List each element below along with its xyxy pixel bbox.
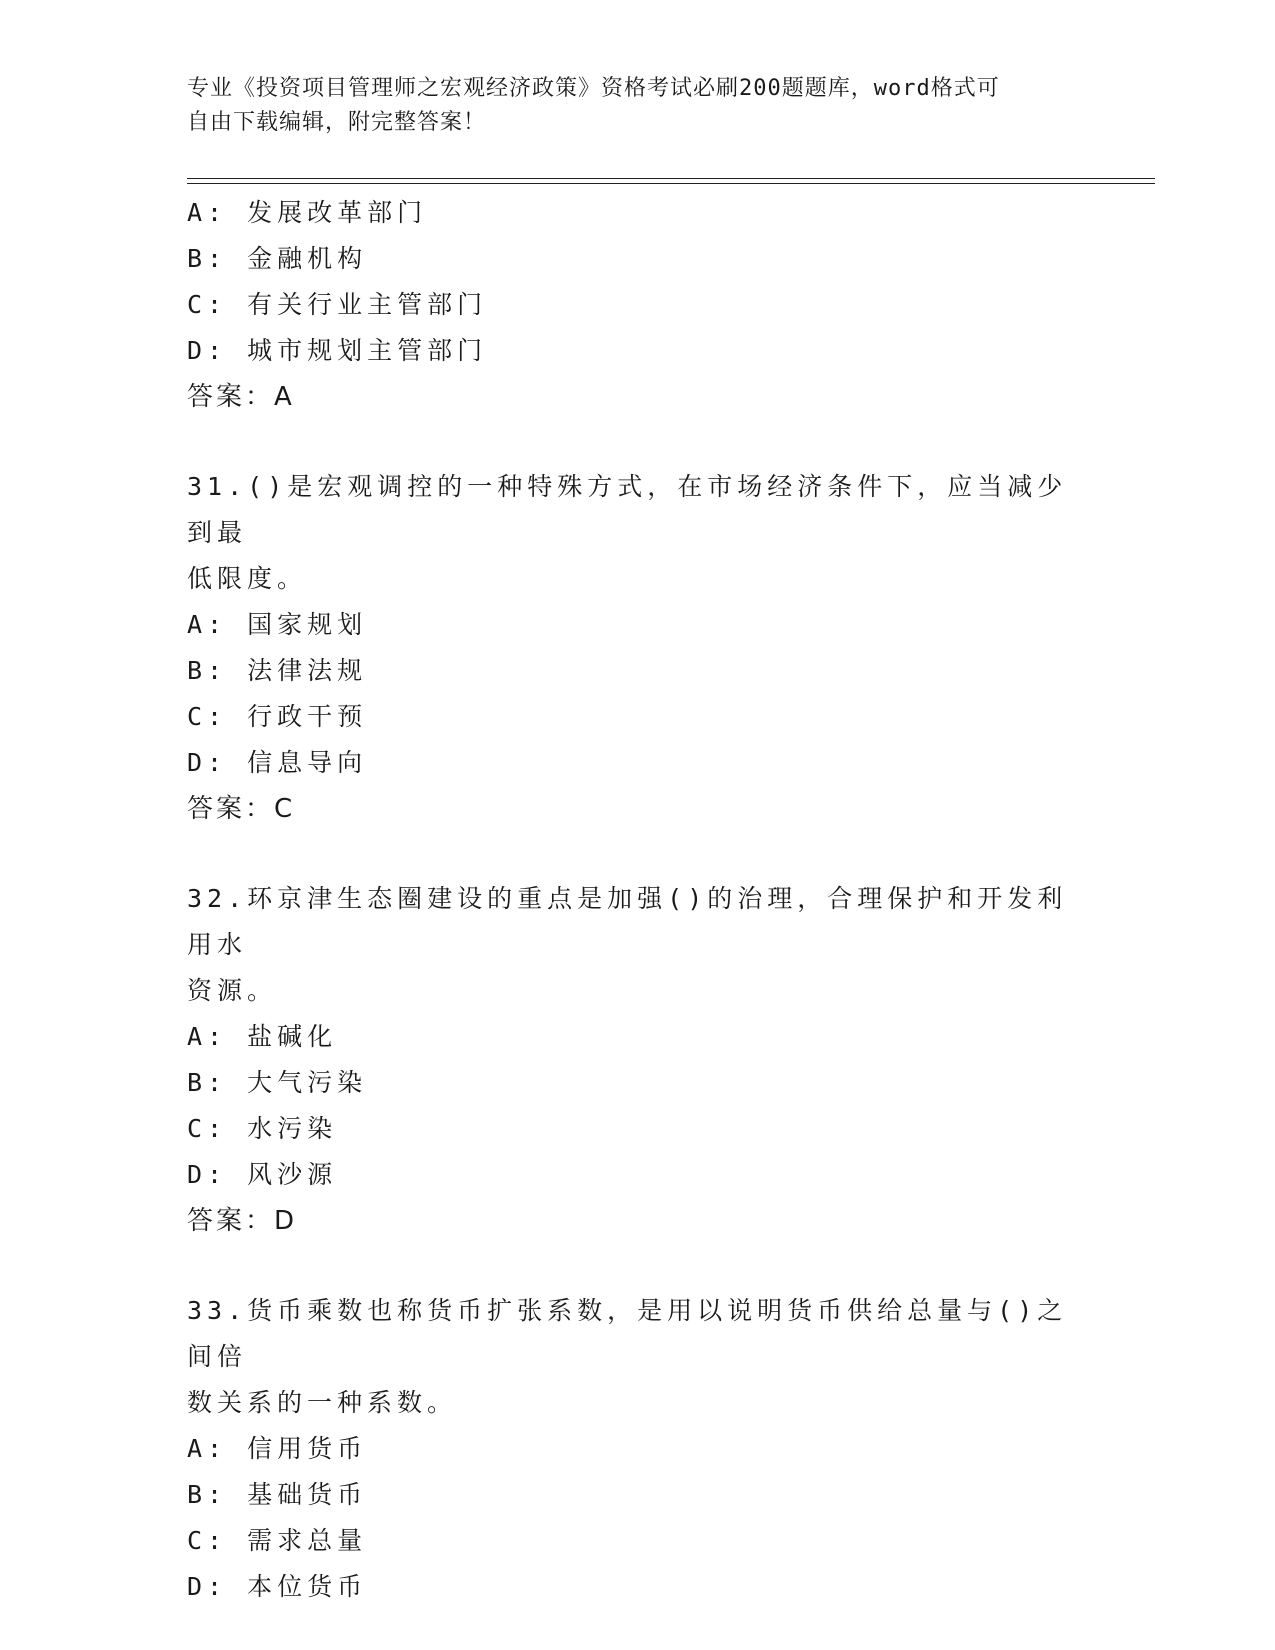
question-stem-line-2: 资源。 [187,976,278,1005]
question-32-block [187,876,1087,1244]
spacer [187,420,1087,464]
header-divider-bottom [187,183,1155,184]
option-a: A: 信用货币 [187,1434,368,1463]
header-divider-top [187,178,1155,179]
option-c: C: 行政干预 [187,702,368,731]
option-b: B: 金融机构 [187,244,368,273]
option-a: A: 盐碱化 [187,1022,338,1051]
question-30-block [187,190,1087,420]
option-b: B: 法律法规 [187,656,368,685]
option-a: A: 发展改革部门 [187,198,428,227]
option-d: D: 本位货币 [187,1572,368,1601]
spacer [187,832,1087,876]
answer-label: 答案：D [187,1206,298,1236]
option-d: D: 信息导向 [187,748,368,777]
option-d: D: 风沙源 [187,1160,338,1189]
option-c: C: 有关行业主管部门 [187,290,488,319]
spacer [187,1244,1087,1288]
document-header [187,72,1087,140]
question-stem-line-1: 31.()是宏观调控的一种特殊方式，在市场经济条件下，应当减少到最 [187,472,1068,547]
option-d: D: 城市规划主管部门 [187,336,488,365]
question-31-block [187,464,1087,832]
question-stem-line-2: 低限度。 [187,564,308,593]
answer-label: 答案：C [187,794,296,824]
question-33-block [187,1288,1087,1610]
answer-label: 答案：A [187,382,295,412]
option-c: C: 需求总量 [187,1526,368,1555]
question-stem-line-1: 33.货币乘数也称货币扩张系数，是用以说明货币供给总量与()之间倍 [187,1296,1068,1371]
question-stem-line-2: 数关系的一种系数。 [187,1388,458,1417]
option-b: B: 大气污染 [187,1068,368,1097]
header-line-1: 专业《投资项目管理师之宏观经济政策》资格考试必刷200题题库，word格式可 [187,76,1000,101]
option-b: B: 基础货币 [187,1480,368,1509]
option-a: A: 国家规划 [187,610,368,639]
option-c: C: 水污染 [187,1114,338,1143]
header-line-2: 自由下载编辑，附完整答案！ [187,110,487,135]
question-stem-line-1: 32.环京津生态圈建设的重点是加强()的治理，合理保护和开发利用水 [187,884,1068,959]
question-list [187,190,1087,1610]
